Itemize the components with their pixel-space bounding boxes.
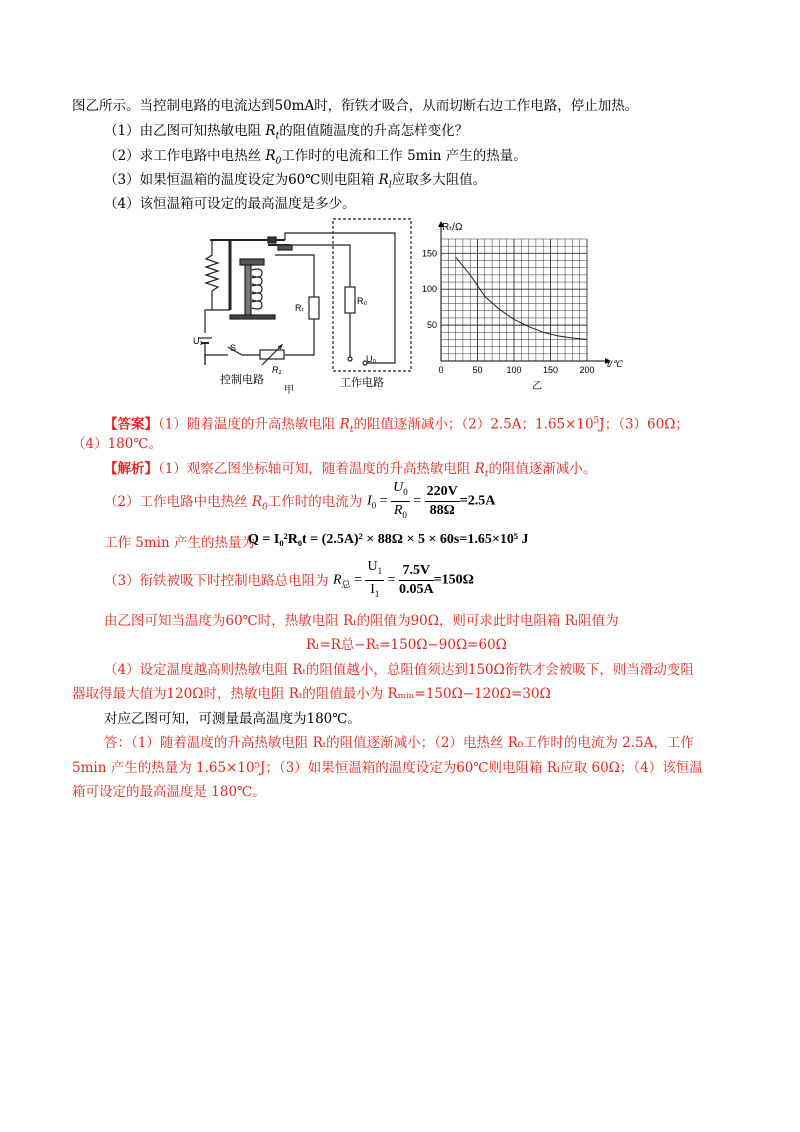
chart-grid xyxy=(441,239,587,361)
question-1: （1）由乙图可知热敏电阻 $R_t$的阻值随温度的升高怎样变化？ xyxy=(104,123,469,142)
question-4: （4）该恒温箱可设定的最高温度是多少。 xyxy=(104,196,356,212)
r0-label: R₀ xyxy=(357,296,368,306)
final-answer-2: 5min 产生的热量为 1.65×10⁵J；（3）如果恒温箱的温度设定为60℃则电阻箱 Rₗ应取 60Ω；（4）该恒温 xyxy=(72,760,703,776)
final-answer-3: 箱可设定的最高温度是 180℃。 xyxy=(72,784,266,800)
analysis-p9: 对应乙图可知，可测量最高温度为180℃。 xyxy=(104,711,361,727)
x-tick-label: 100 xyxy=(506,365,522,375)
analysis-p5: 由乙图可知当温度为60℃时，热敏电阻 Rₜ的阻值为90Ω，则可求此时电阻箱 Rₗ阻值为 xyxy=(104,613,619,629)
u0-label: U₀ xyxy=(366,354,377,364)
y-tick-label: 100 xyxy=(421,284,437,295)
figure-yi-caption: 乙 xyxy=(532,381,542,392)
chart-ylabel: Rₜ/Ω xyxy=(442,222,463,233)
r1-label: R₁ xyxy=(272,365,282,375)
x-tick-label: 50 xyxy=(472,365,483,375)
analysis-p6: Rₗ=R总−Rₜ=150Ω−90Ω=60Ω xyxy=(306,637,507,653)
intro-text: 图乙所示。当控制电路的电流达到50mA时，衔铁才吸合，从而切断右边工作电路，停止加热。 xyxy=(72,98,639,114)
analysis-p7: （4）设定温度越高则热敏电阻 Rₜ的阻值越小，总阻值须达到150Ω衔铁才会被吸下，则当滑动变阻 xyxy=(104,662,694,678)
analysis-p2: （2）工作电路中电热丝 $R_0$工作时的电流为 xyxy=(104,494,363,513)
rt-label: Rₜ xyxy=(295,303,305,313)
chart-ticks xyxy=(422,248,595,375)
answer-line-2: （4）180℃。 xyxy=(72,436,162,452)
x-tick-label: 200 xyxy=(579,365,595,375)
circuit-diagram xyxy=(190,215,420,395)
formula-resistance: $R_总$ = $\frac{U_1}{I_1}$ = $\frac{7.5V}{0.05A}$ =150Ω xyxy=(333,559,474,599)
analysis-p3: 工作 5min 产生的热量为 xyxy=(104,535,255,551)
chart-axes xyxy=(438,221,611,364)
formula-current: $I_0$ = $\frac{U_0}{R_0}$ = $\frac{220V}{88\Omega}$ =2.5A xyxy=(367,480,496,520)
resistance-temperature-chart xyxy=(415,215,640,395)
question-3: （3）如果恒温箱的温度设定为60℃则电阻箱 $R_l$应取多大阻值。 xyxy=(104,172,487,191)
y-tick-label: 50 xyxy=(426,320,437,331)
analysis-p4: （3）衔铁被吸下时控制电路总电阻为 xyxy=(104,573,329,589)
answer-line-1: 【答案】（1）随着温度的升高热敏电阻 $R_t$的阻值逐渐减小；（2）2.5A；$1.65\times 10^5J$；（3）60Ω； xyxy=(104,416,689,436)
work-circuit-label: 工作电路 xyxy=(340,377,384,389)
figure-jia-caption: 甲 xyxy=(284,385,294,395)
analysis-p8: 器取得最大值为120Ω时，热敏电阻 Rₜ的阻值最小为 Rₘᵢₙ=150Ω−120Ω=30Ω xyxy=(72,686,551,702)
analysis-p1: 【解析】（1）观察乙图坐标轴可知，随着温度的升高热敏电阻 $R_t$的阻值逐渐减小。 xyxy=(104,461,597,480)
x-tick-label: 0 xyxy=(438,365,444,375)
x-tick-label: 150 xyxy=(542,365,559,375)
y-tick-label: 150 xyxy=(421,248,437,259)
u1-label: U₁ xyxy=(193,336,203,346)
control-circuit-label: 控制电路 xyxy=(220,374,264,386)
question-2: （2）求工作电路中电热丝 $R_0$工作时的电流和工作 5min 产生的热量。 xyxy=(104,148,527,167)
chart-xlabel: t/℃ xyxy=(607,359,623,369)
s-label: S xyxy=(230,343,237,353)
formula-heat: Q = I₀²R₀t = (2.5A)² × 88Ω × 5 × 60s=1.65×10⁵ J xyxy=(248,532,529,547)
final-answer-1: 答：（1）随着温度的升高热敏电阻 Rₜ的阻值逐渐减小；（2）电热丝 R₀工作时的电流为 2.5A，工作 xyxy=(104,735,694,751)
